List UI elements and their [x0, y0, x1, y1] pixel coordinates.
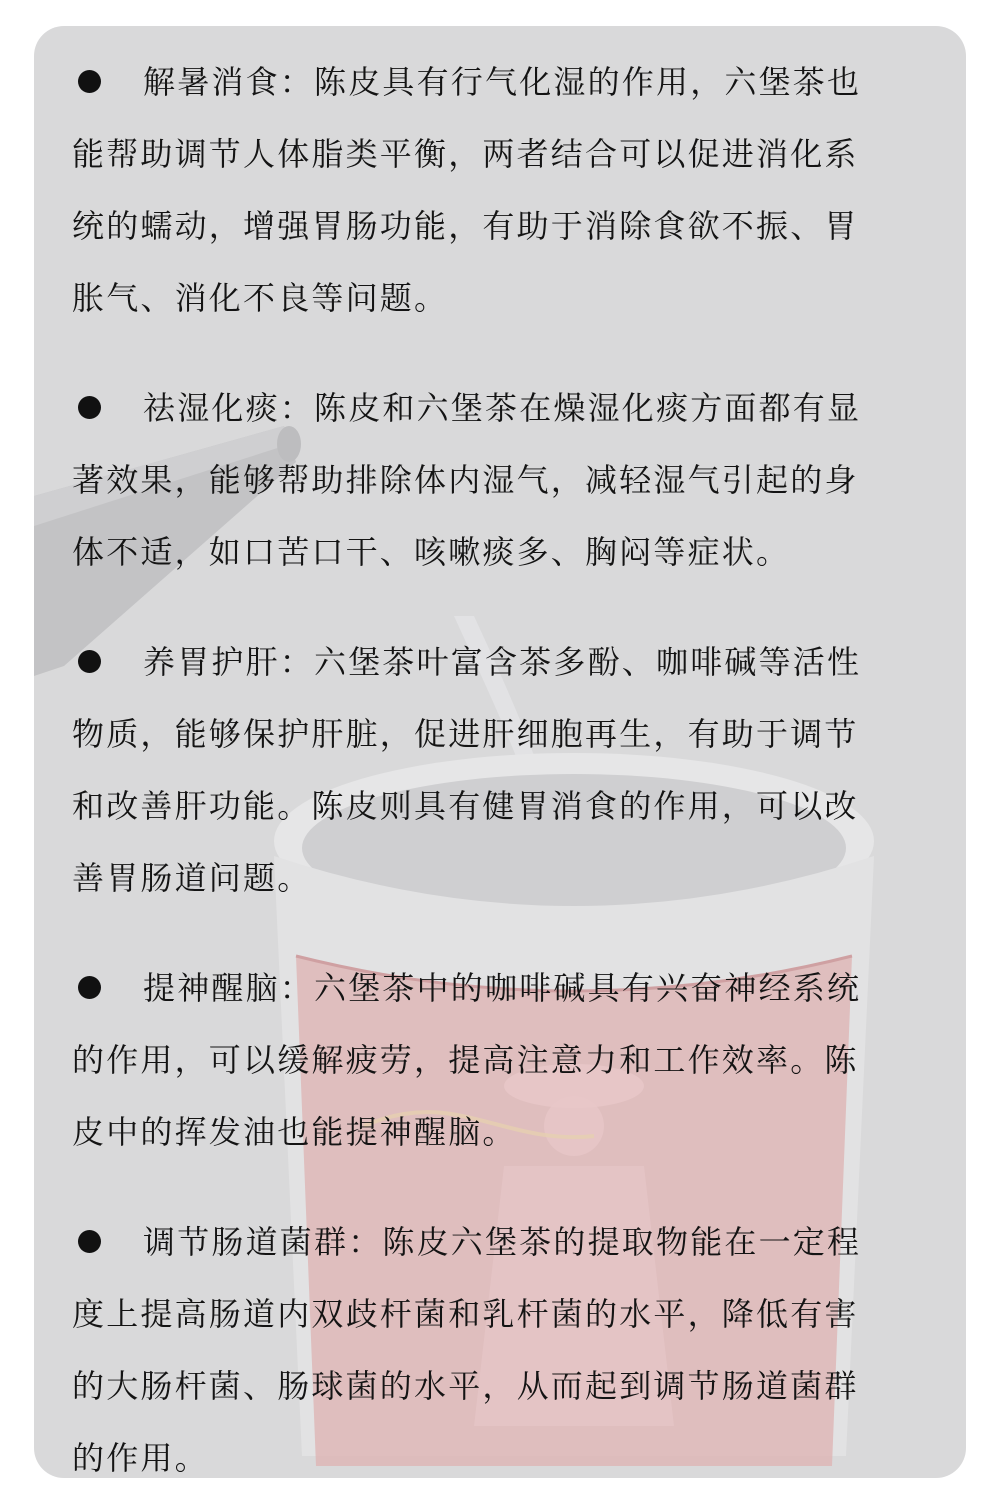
list-item — [72, 372, 932, 588]
item-text-line: 和改善肝功能。陈皮则具有健胃消食的作用，可以改 — [72, 787, 859, 825]
bullet-icon — [78, 70, 101, 93]
bullet-icon — [78, 396, 101, 419]
item-text-line: 善胃肠道问题。 — [72, 859, 312, 897]
item-text-line: 度上提高肠道内双歧杆菌和乳杆菌的水平，降低有害 — [72, 1295, 859, 1333]
bullet-icon — [78, 1230, 101, 1253]
item-text-line: 调节肠道菌群：陈皮六堡茶的提取物能在一定程 — [143, 1223, 862, 1261]
item-text-line: 的作用，可以缓解疲劳，提高注意力和工作效率。陈 — [72, 1041, 859, 1079]
item-text-line: 统的蠕动，增强胃肠功能，有助于消除食欲不振、胃 — [72, 207, 859, 245]
item-text-line: 的作用。 — [72, 1439, 209, 1477]
item-text-line: 养胃护肝：六堡茶叶富含茶多酚、咖啡碱等活性 — [143, 643, 862, 681]
content-card — [34, 26, 966, 1478]
item-text-line: 能帮助调节人体脂类平衡，两者结合可以促进消化系 — [72, 135, 859, 173]
item-text-line: 物质，能够保护肝脏，促进肝细胞再生，有助于调节 — [72, 715, 859, 753]
item-text-line: 的大肠杆菌、肠球菌的水平，从而起到调节肠道菌群 — [72, 1367, 859, 1405]
item-text-line: 体不适，如口苦口干、咳嗽痰多、胸闷等症状。 — [72, 533, 791, 571]
item-text-line: 著效果，能够帮助排除体内湿气，减轻湿气引起的身 — [72, 461, 859, 499]
list-item — [72, 1206, 932, 1478]
list-item — [72, 46, 932, 334]
item-text-line: 提神醒脑：六堡茶中的咖啡碱具有兴奋神经系统 — [143, 969, 862, 1007]
item-text-line: 解暑消食：陈皮具有行气化湿的作用，六堡茶也 — [143, 63, 862, 101]
bullet-icon — [78, 650, 101, 673]
bullet-icon — [78, 976, 101, 999]
item-text-line: 祛湿化痰：陈皮和六堡茶在燥湿化痰方面都有显 — [143, 389, 862, 427]
list-item — [72, 952, 932, 1168]
article-body — [72, 46, 932, 1478]
item-text-line: 胀气、消化不良等问题。 — [72, 279, 449, 317]
list-item — [72, 626, 932, 914]
item-text-line: 皮中的挥发油也能提神醒脑。 — [72, 1113, 517, 1151]
